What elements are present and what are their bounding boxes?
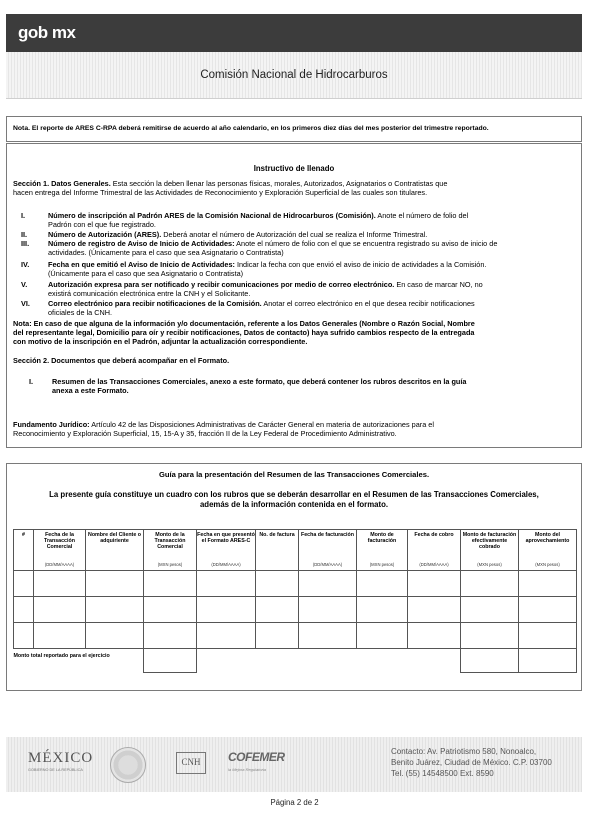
note-line: con motivo de la inscripción en el Padrón, adjuntar la actualización correspondiente. [13,337,308,346]
cofemer-logo: COFEMER [228,750,285,764]
table-cell[interactable] [408,623,461,649]
item-title: Correo electrónico para recibir notificaciones de la Comisión. [48,299,262,308]
item-text: Padrón con el que fue registrado. [48,220,156,229]
table-row [14,571,577,597]
table-cell[interactable] [408,597,461,623]
column-header [408,530,461,571]
column-header [144,530,197,571]
table-cell[interactable] [519,597,577,623]
table-cell[interactable] [299,597,357,623]
column-header-label: # [22,532,25,538]
guide-intro [13,490,575,510]
contact-line: Benito Juárez, Ciudad de México. C.P. 03700 [391,758,552,767]
footer-band [6,737,582,792]
item-number: I. [21,211,26,220]
table-cell[interactable] [14,623,34,649]
column-header [256,530,299,571]
section2-item [52,377,577,395]
section1-text-b: hacen entrega del Informe Trimestral de las Actividades de Reconocimiento y Exploración Superficial de las cuales son titulares. [13,188,428,197]
mexico-logo-subtitle: GOBIERNO DE LA REPÚBLICA [28,768,83,772]
gobmx-logo: gob mx [18,23,76,42]
table-cell[interactable] [357,623,408,649]
item-text: existirá comunicación electrónica entre la CNH y el Solicitante. [48,289,251,298]
column-format-hint: (DD/MM/AAAA) [44,562,75,567]
item-text: (Únicamente para el caso que sea Asignatario o Contratista) [48,269,244,278]
column-header [197,530,256,571]
table-cell[interactable] [14,597,34,623]
item-ii [48,230,578,239]
column-header-label: Nombre del Cliente o adquiriente [88,532,141,544]
column-header [14,530,34,571]
guide-intro-line: La presente guía constituye un cuadro con los rubros que se deberán desarrollar en el Resumen de las Transacciones Comerciales, [49,490,539,499]
section1-label: Sección 1. Datos Generales. [13,179,111,188]
contact-line: Contacto: Av. Patriotismo 580, Nonoalco, [391,747,537,756]
section2-item-number: I. [29,377,34,386]
column-header-label: Fecha de cobro [414,532,454,538]
column-header [461,530,519,571]
contact-line: Tel. (55) 14548500 Ext. 8590 [391,769,494,778]
contact-info [391,746,552,779]
column-header [86,530,144,571]
item-title: Fecha en que emitió el Aviso de Inicio de Actividades: [48,260,235,269]
table-cell[interactable] [34,597,86,623]
table-cell[interactable] [461,623,519,649]
legal-basis [13,420,579,438]
item-title: Número de Autorización (ARES). [48,230,162,239]
item-title: Autorización expresa para ser notificado y recibir comunicaciones por medio de correo electrónico. [48,280,395,289]
table-cell[interactable] [197,623,256,649]
cnh-logo: CNH [176,752,206,774]
item-text: oficiales de la CNH. [48,308,113,317]
table-row [14,623,577,649]
table-cell[interactable] [144,597,197,623]
table-cell[interactable] [14,571,34,597]
table-cell[interactable] [519,571,577,597]
column-header-label: Monto de la Transacción Comercial [154,532,186,550]
cofemer-logo-subtitle: la Mejora Regulatoria [228,767,267,772]
item-text: Anote el número de folio con el que se encuentra registrado su aviso de inicio de [234,239,498,248]
column-header-label: No. de factura [259,532,295,538]
total-transaction-amount[interactable] [144,649,197,673]
total-spacer [197,649,461,673]
section2-heading: Sección 2. Documentos que deberá acompañar en el Formato. [13,356,230,365]
column-format-hint: (MXN pesos) [535,562,560,567]
item-title: Número de inscripción al Padrón ARES de la Comisión Nacional de Hidrocarburos (Comisión). [48,211,376,220]
item-number: II. [21,230,28,239]
table-cell[interactable] [256,623,299,649]
table-cell[interactable] [86,571,144,597]
header-bar [6,14,582,52]
item-title: Número de registro de Aviso de Inicio de Actividades: [48,239,235,248]
table-cell[interactable] [197,597,256,623]
table-cell[interactable] [299,571,357,597]
report-note-text: Nota. El reporte de ARES C-RPA deberá remitirse de acuerdo al año calendario, en los primeros diez días del mes posterior del trimestre reportado. [13,125,489,132]
page-number: Página 2 de 2 [270,798,319,807]
column-format-hint: (DD/MM/AAAA) [312,562,343,567]
instructions-title: Instructivo de llenado [253,164,335,173]
section2-item-text: Resumen de las Transacciones Comerciales, anexo a este formato, que deberá contener los rubros descritos en la guía [52,377,467,386]
mexico-logo: MÉXICO [28,750,94,766]
item-number: V. [21,280,28,289]
column-header-label: Monto del aprovechamiento [525,532,570,544]
table-cell[interactable] [357,597,408,623]
table-cell[interactable] [461,571,519,597]
table-cell[interactable] [144,571,197,597]
guide-title: Guía para la presentación del Resumen de las Transacciones Comerciales. [158,470,430,479]
item-text: actividades. (Únicamente para el caso que sea Asignatario o Contratista) [48,248,284,257]
table-cell[interactable] [461,597,519,623]
total-label: Monto total reportado para el ejercicio [13,653,110,659]
guide-section [6,463,582,691]
item-text: Indicar la fecha con que envió el aviso de inicio de actividades a la Comisión. [234,260,487,269]
item-text: Anote el número de folio del [375,211,469,220]
item-number: IV. [21,260,30,269]
column-format-hint: (MXN pesos) [157,562,183,567]
table-cell[interactable] [86,623,144,649]
table-cell[interactable] [408,571,461,597]
table-header-row [14,530,577,571]
item-number: III. [21,239,30,248]
table-cell[interactable] [256,597,299,623]
column-header-label: Fecha de la Transacción Comercial [44,532,75,550]
table-row [14,597,577,623]
table-cell[interactable] [34,571,86,597]
legal-basis-text: Artículo 42 de las Disposiciones Administrativas de Carácter General en materia de autorizaciones para el [89,420,434,429]
column-header [34,530,86,571]
total-collected-amount[interactable] [461,649,519,673]
section1-text-a: Esta sección la deben llenar las personas físicas, morales, Autorizados, Asignatarios o Contratistas que [110,179,448,188]
table-cell[interactable] [357,571,408,597]
section1-paragraph [13,179,575,197]
column-header-label: Monto de facturación [367,532,397,544]
item-v [48,280,578,298]
table-cell[interactable] [86,597,144,623]
item-text: En caso de marcar NO, no [394,280,483,289]
table-cell[interactable] [519,623,577,649]
item-text: Anotar el correo electrónico en el que desea recibir notificaciones [261,299,475,308]
table-cell[interactable] [299,623,357,649]
column-format-hint: (DD/MM/AAAA) [419,562,449,567]
item-text: Deberá anotar el número de Autorización del cual se realiza el Informe Trimestral. [161,230,428,239]
item-i [48,211,578,229]
table-cell[interactable] [34,623,86,649]
item-vi [48,299,578,317]
item-iii [48,239,578,257]
column-format-hint: (MXN pesos) [369,562,395,567]
table-cell[interactable] [144,623,197,649]
section2-item-text: anexa a este Formato. [52,386,129,395]
transactions-table [13,529,577,673]
agency-name: Comisión Nacional de Hidrocarburos [200,69,388,81]
column-header-label: Fecha en que presentó el Formato ARES-C [197,532,255,544]
column-format-hint: (DD/MM/AAAA) [211,562,241,567]
table-cell[interactable] [256,571,299,597]
column-header [357,530,408,571]
legal-basis-text: Reconocimiento y Exploración Superficial, 15, 15-A y 35, fracción II de la Ley Federal de Procedimiento Administrativo. [13,429,397,438]
item-iv [48,260,578,278]
instructions-section [6,143,582,448]
total-row [14,649,577,673]
note-line: del representante legal, Domicilio para oír y recibir notificaciones, Datos de contacto) haya sufrido cambios respecto de la entregada [13,328,475,337]
column-format-hint: (MXN pesos) [477,562,502,567]
report-note [6,116,582,142]
national-seal-icon [110,747,146,783]
column-header-label: Monto de facturación efectivamente cobrado [462,532,517,550]
column-header [299,530,357,571]
column-header [519,530,577,571]
total-benefit-amount[interactable] [519,649,577,673]
item-number: VI. [21,299,30,308]
legal-basis-label: Fundamento Jurídico: [13,420,90,429]
data-change-note [13,319,579,346]
guide-intro-line: además de la información contenida en el formato. [199,500,389,509]
note-line: Nota: En caso de que alguna de la información y/o documentación, referente a los Datos Generales (Nombre o Razón Social, Nombre [13,319,475,328]
agency-banner [6,52,582,99]
table-cell[interactable] [197,571,256,597]
column-header-label: Fecha de facturación [301,532,354,538]
